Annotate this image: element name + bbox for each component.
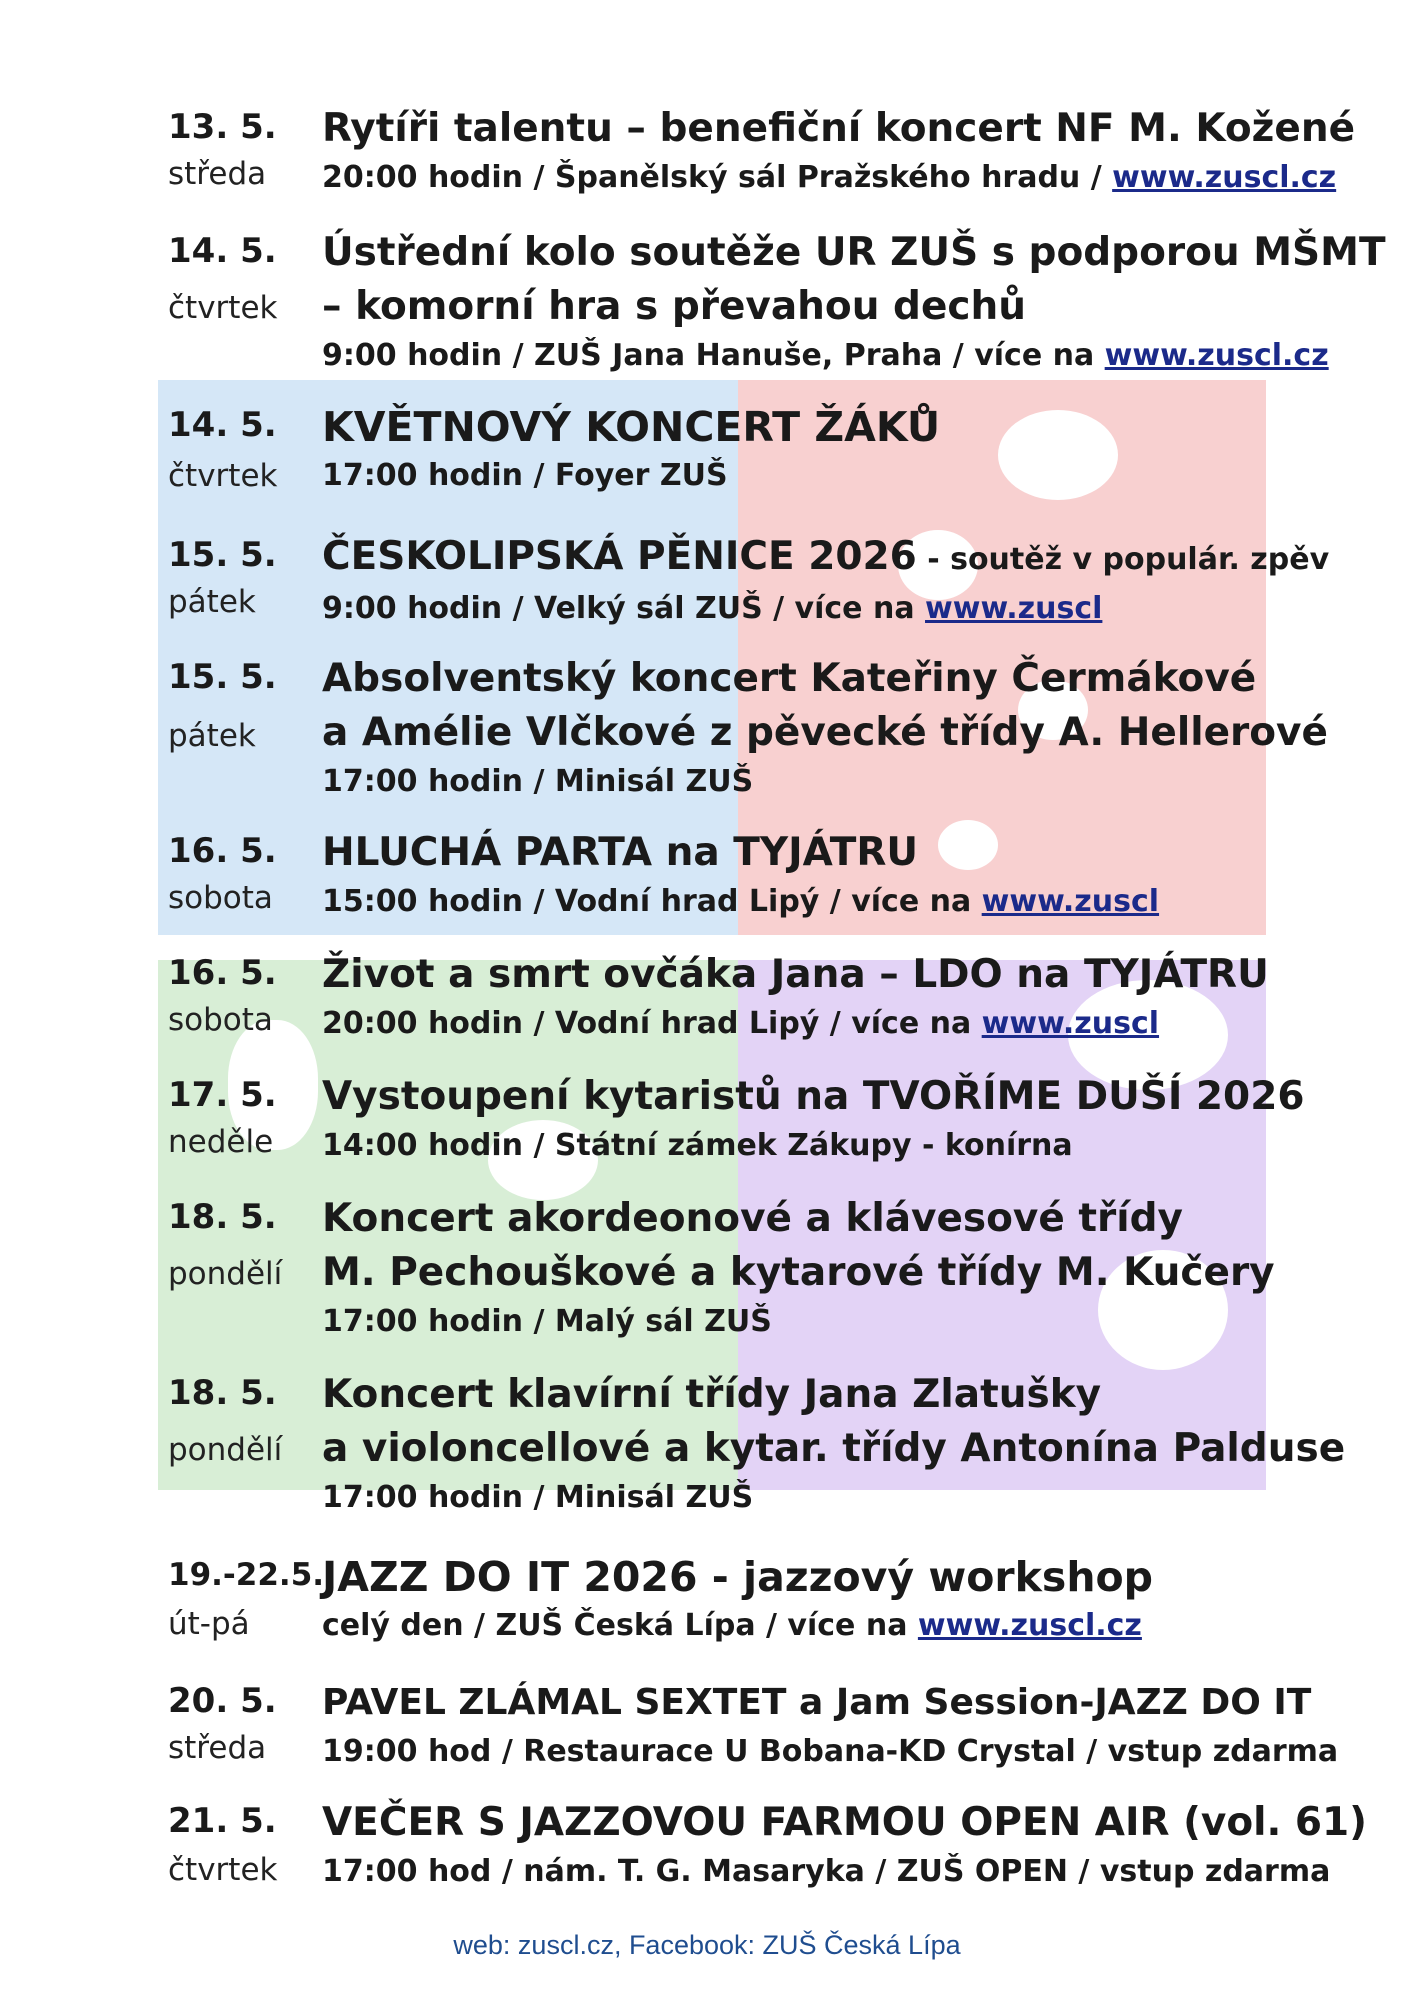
event-day: sobota [168,880,273,916]
event-day: čtvrtek [168,458,278,494]
event-day: pondělí [168,1256,283,1292]
event-title: PAVEL ZLÁMAL SEXTET a Jam Session-JAZZ DO IT [322,1682,1312,1723]
event-title-line: a Amélie Vlčkové z pěvecké třídy A. Hellerové [322,710,1328,755]
event-date: 16. 5. [168,953,277,993]
event-title: JAZZ DO IT 2026 - jazzový workshop [322,1553,1154,1601]
event-link[interactable]: www.zuscl.cz [917,1608,1142,1643]
event-day: čtvrtek [168,1852,278,1888]
event-title-line: – komorní hra s převahou dechů [322,284,1027,329]
event-title-line: Ústřední kolo soutěže UR ZUŠ s podporou MŠMT [322,230,1386,275]
event-details: 15:00 hodin / Vodní hrad Lipý / více na www.zuscl [322,884,1160,919]
event-date: 13. 5. [168,107,277,147]
event-day: pátek [168,584,256,620]
event-details: 9:00 hodin / Velký sál ZUŠ / více na www.zuscl [322,591,1103,626]
event-title: KVĚTNOVÝ KONCERT ŽÁKŮ [322,403,941,451]
event-title: Vystoupení kytaristů na TVOŘÍME DUŠÍ 2026 [322,1074,1305,1119]
event-title-line: Koncert akordeonové a klávesové třídy [322,1196,1183,1241]
event-date: 18. 5. [168,1373,277,1413]
event-link[interactable]: www.zuscl [981,884,1160,919]
event-day: pondělí [168,1432,283,1468]
event-details: 17:00 hodin / Malý sál ZUŠ [322,1304,772,1339]
event-link[interactable]: www.zuscl.cz [1104,338,1329,373]
event-details: 17:00 hodin / Minisál ZUŠ [322,1480,754,1515]
event-date: 14. 5. [168,231,277,271]
event-title: Život a smrt ovčáka Jana – LDO na TYJÁTRU [322,952,1269,997]
event-day: sobota [168,1002,273,1038]
event-title: ČESKOLIPSKÁ PĚNICE 2026 - soutěž v populár. zpěv [322,534,1330,579]
event-title: VEČER S JAZZOVOU FARMOU OPEN AIR (vol. 61) [322,1800,1368,1845]
event-details: 14:00 hodin / Státní zámek Zákupy - konírna [322,1128,1073,1163]
event-link[interactable]: www.zuscl.cz [1112,160,1337,195]
event-day: neděle [168,1124,274,1160]
event-details: 9:00 hodin / ZUŠ Jana Hanuše, Praha / více na www.zuscl.cz [322,338,1329,373]
event-details: 19:00 hod / Restaurace U Bobana-KD Crystal / vstup zdarma [322,1734,1339,1769]
event-link[interactable]: www.zuscl [925,591,1103,626]
event-title: HLUCHÁ PARTA na TYJÁTRU [322,830,919,875]
event-details: 17:00 hodin / Minisál ZUŠ [322,764,754,799]
event-title-line: Koncert klavírní třídy Jana Zlatušky [322,1372,1102,1417]
event-date: 18. 5. [168,1197,277,1237]
event-details: 17:00 hodin / Foyer ZUŠ [322,458,728,493]
event-day: středa [168,156,267,192]
event-date: 17. 5. [168,1075,277,1115]
event-date: 15. 5. [168,657,277,697]
event-title: Rytíři talentu – benefiční koncert NF M. Kožené [322,106,1356,151]
event-date: 19.-22.5. [168,1557,325,1593]
event-title-line: a violoncellové a kytar. třídy Antonína Palduse [322,1426,1346,1471]
event-title-line: Absolventský koncert Kateřiny Čermákové [322,656,1257,701]
event-details: celý den / ZUŠ Česká Lípa / více na www.zuscl.cz [322,1608,1142,1643]
event-title-line: M. Pechouškové a kytarové třídy M. Kučery [322,1250,1275,1295]
event-link[interactable]: www.zuscl [981,1006,1160,1041]
event-date: 20. 5. [168,1681,277,1721]
event-details: 20:00 hodin / Španělský sál Pražského hradu / www.zuscl.cz [322,160,1337,195]
event-day: čtvrtek [168,290,278,326]
footer-contact: web: zuscl.cz, Facebook: ZUŠ Česká Lípa [453,1930,961,1960]
event-day: út-pá [168,1606,250,1642]
event-date: 14. 5. [168,405,277,445]
event-day: středa [168,1730,267,1766]
event-day: pátek [168,718,256,754]
event-title-suffix: - soutěž v populár. zpěv [916,542,1330,577]
event-date: 16. 5. [168,831,277,871]
event-date: 15. 5. [168,535,277,575]
event-date: 21. 5. [168,1801,277,1841]
event-details: 20:00 hodin / Vodní hrad Lipý / více na www.zuscl [322,1006,1160,1041]
event-details: 17:00 hod / nám. T. G. Masaryka / ZUŠ OPEN / vstup zdarma [322,1854,1331,1889]
